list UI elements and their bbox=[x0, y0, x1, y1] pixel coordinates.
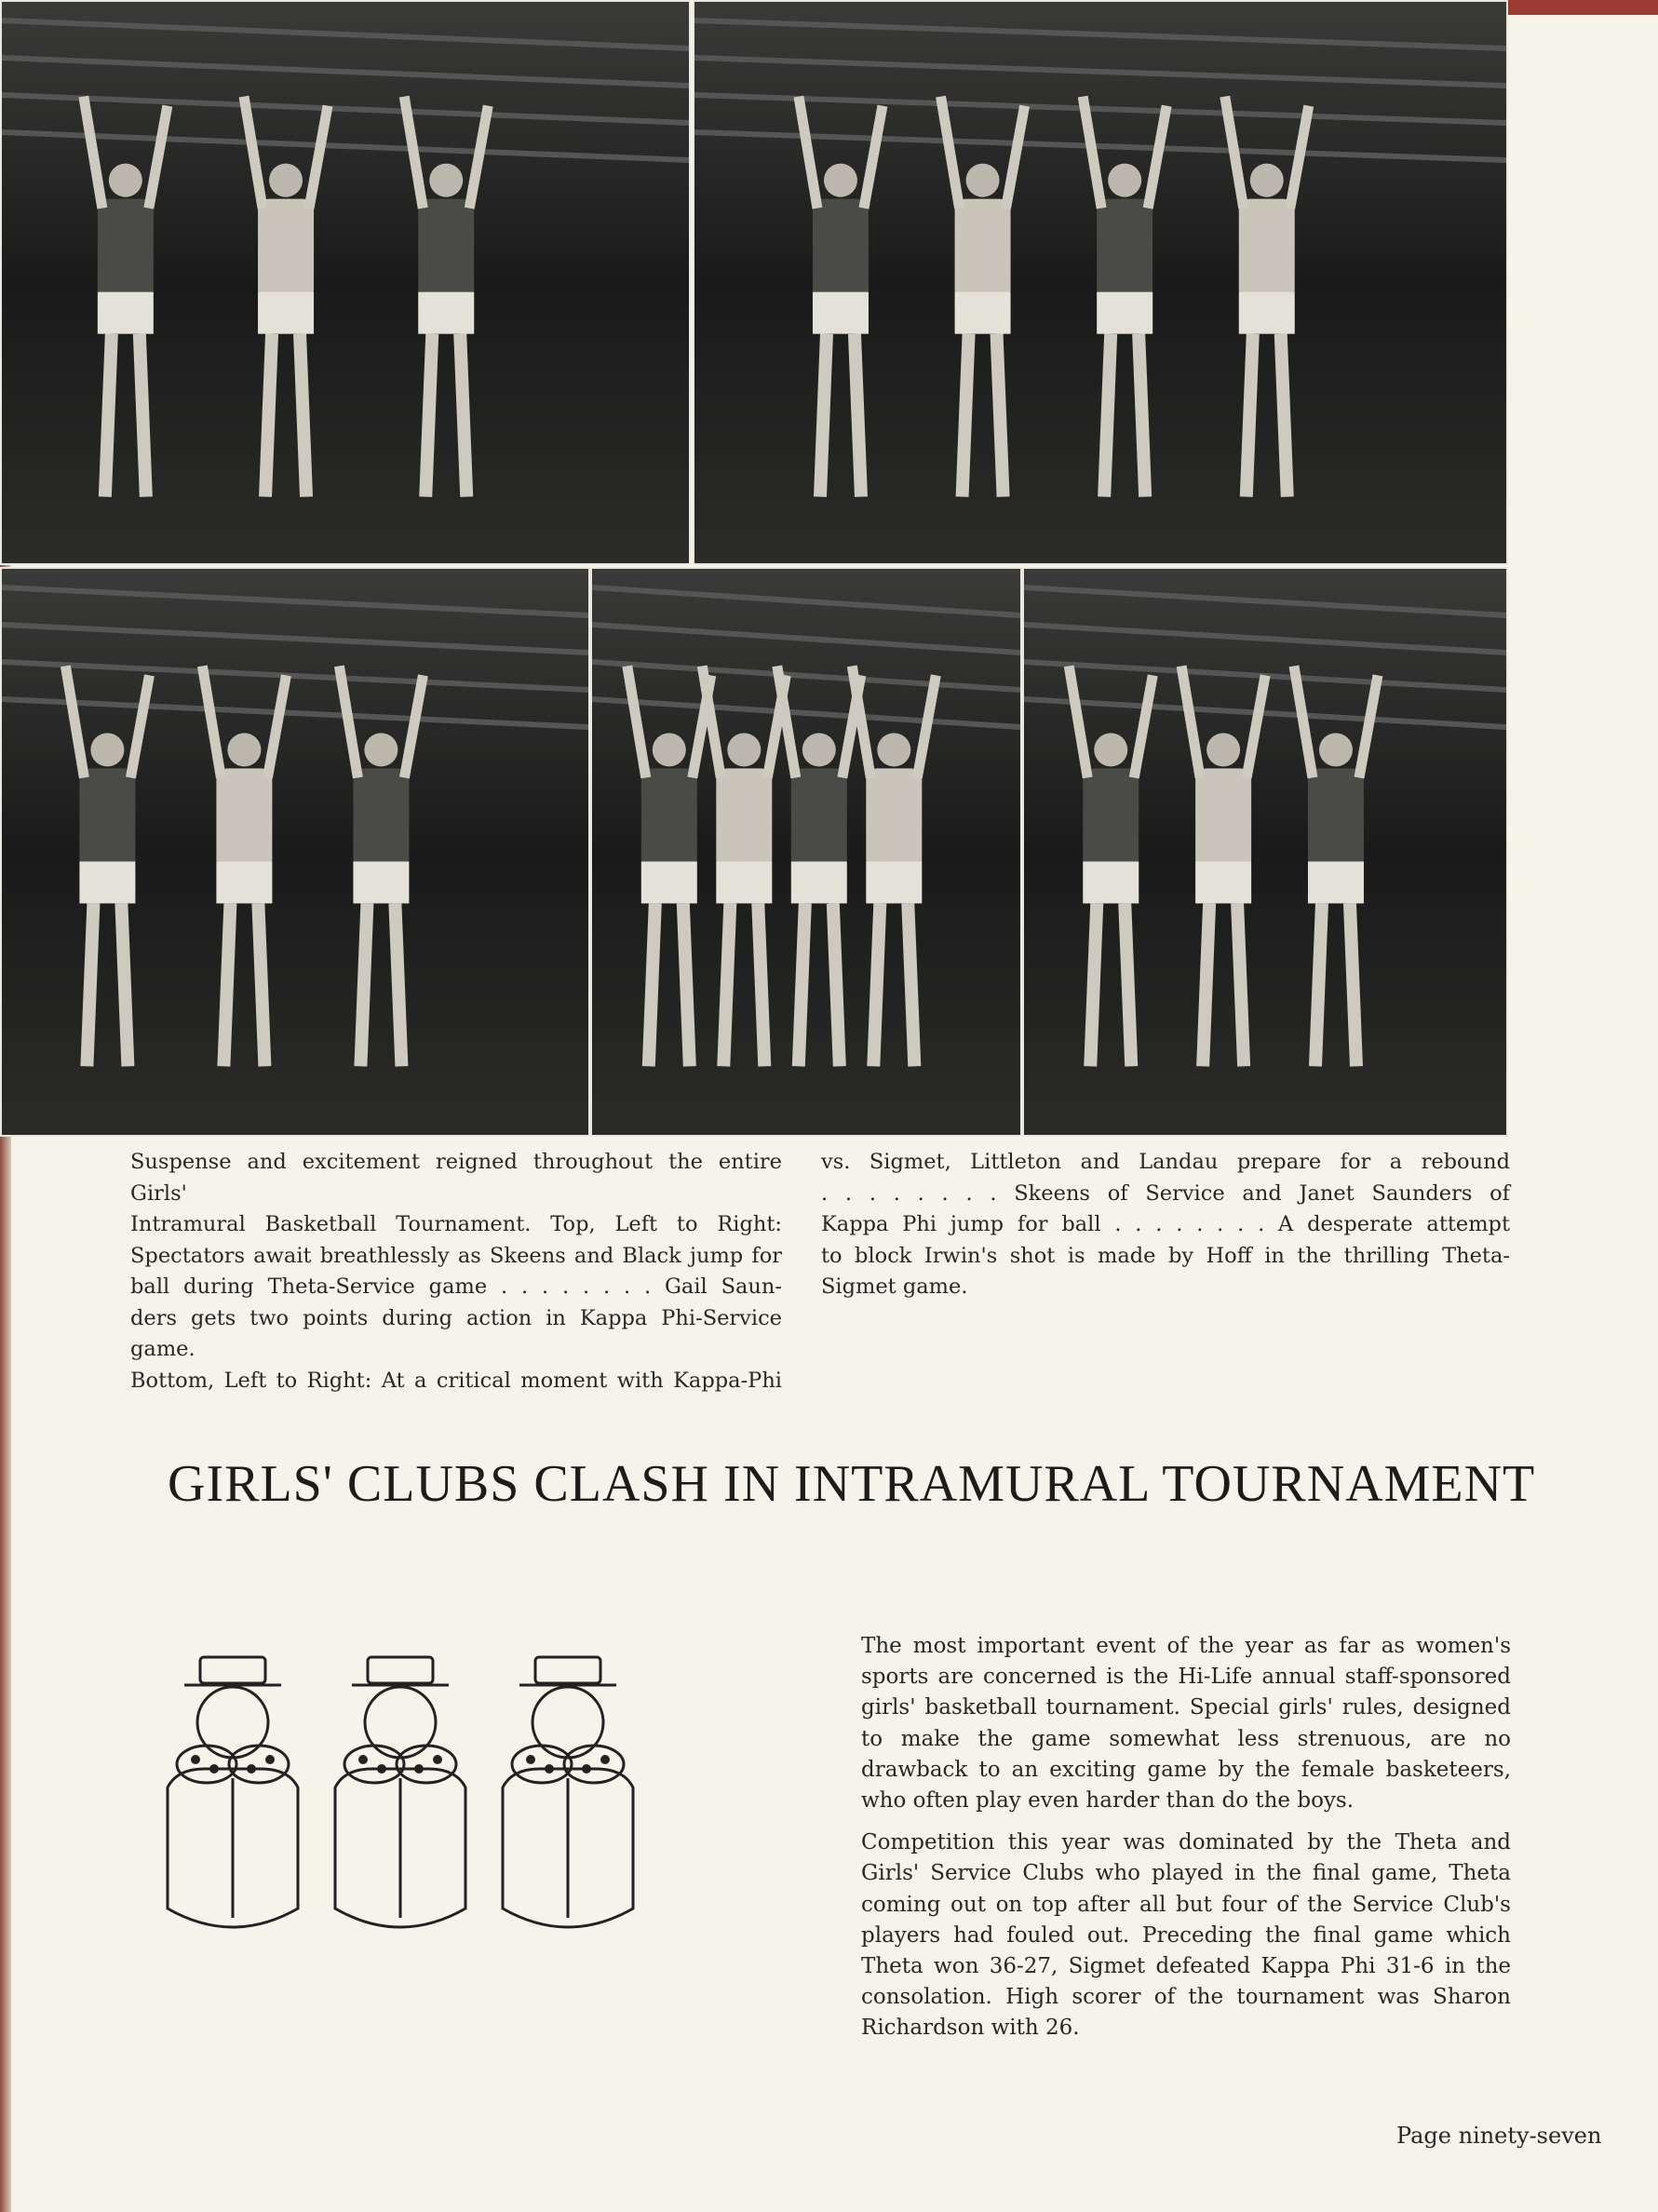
illustration bbox=[149, 1639, 670, 1974]
caption-line: to block Irwin's shot is made by Hoff in the thrilling Theta- bbox=[821, 1243, 1510, 1268]
article-body bbox=[861, 1631, 1511, 2056]
binding-edge bbox=[1508, 0, 1658, 15]
caption-line: . . . . . . . . Skeens of Service and Janet Saunders of bbox=[821, 1180, 1510, 1206]
photo-bottom-middle bbox=[590, 567, 1022, 1137]
caption-line: ball during Theta-Service game . . . . . . . . Gail Saun- bbox=[130, 1275, 782, 1299]
page-number: Page ninety-seven bbox=[1396, 2123, 1602, 2149]
caption-line: ders gets two points during action in Kappa Phi-Service game. bbox=[130, 1305, 782, 1361]
caption-line: Spectators await breathlessly as Skeens and Black jump for bbox=[130, 1243, 782, 1268]
caption-line: vs. Sigmet, Littleton and Landau prepare for a rebound bbox=[821, 1150, 1510, 1174]
photo-caption-left bbox=[130, 1147, 782, 1396]
caption-line: Suspense and excitement reigned throughout the entire Girls' bbox=[130, 1150, 782, 1206]
headline: GIRLS' CLUBS CLASH IN INTRAMURAL TOURNAMENT bbox=[168, 1455, 1536, 1513]
caption-line: Kappa Phi jump for ball . . . . . . . . A desperate attempt bbox=[821, 1212, 1510, 1236]
caption-line: Intramural Basketball Tournament. Top, Left to Right: bbox=[130, 1212, 782, 1236]
caption-line: Sigmet game. bbox=[821, 1275, 968, 1299]
photo-caption-right bbox=[821, 1147, 1510, 1303]
article-paragraph: Competition this year was dominated by the Theta and Girls' Service Clubs who played in the final game, Theta coming out on top after all but four of the Service Club's players had fouled out. Preceding the final game which Theta won 36-27, Sigmet defeated Kappa Phi 31-6 in the consolation. High scorer of the tournament was Sharon Richardson with 26. bbox=[861, 1830, 1511, 2041]
caption-line: Bottom, Left to Right: At a critical moment with Kappa-Phi bbox=[130, 1368, 782, 1393]
photo-top-right bbox=[693, 0, 1508, 565]
photo-top-left bbox=[0, 0, 691, 565]
photo-bottom-right bbox=[1022, 567, 1508, 1137]
photo-bottom-left bbox=[0, 567, 590, 1137]
article-paragraph: The most important event of the year as far as women's sports are concerned is the Hi-Life annual staff-sponsored girls' basketball tournament. Special girls' rules, designed to make the game somewhat less strenuous, are no drawback to an exciting game by the female basketeers, who often play even harder than do the boys. bbox=[861, 1634, 1511, 1814]
